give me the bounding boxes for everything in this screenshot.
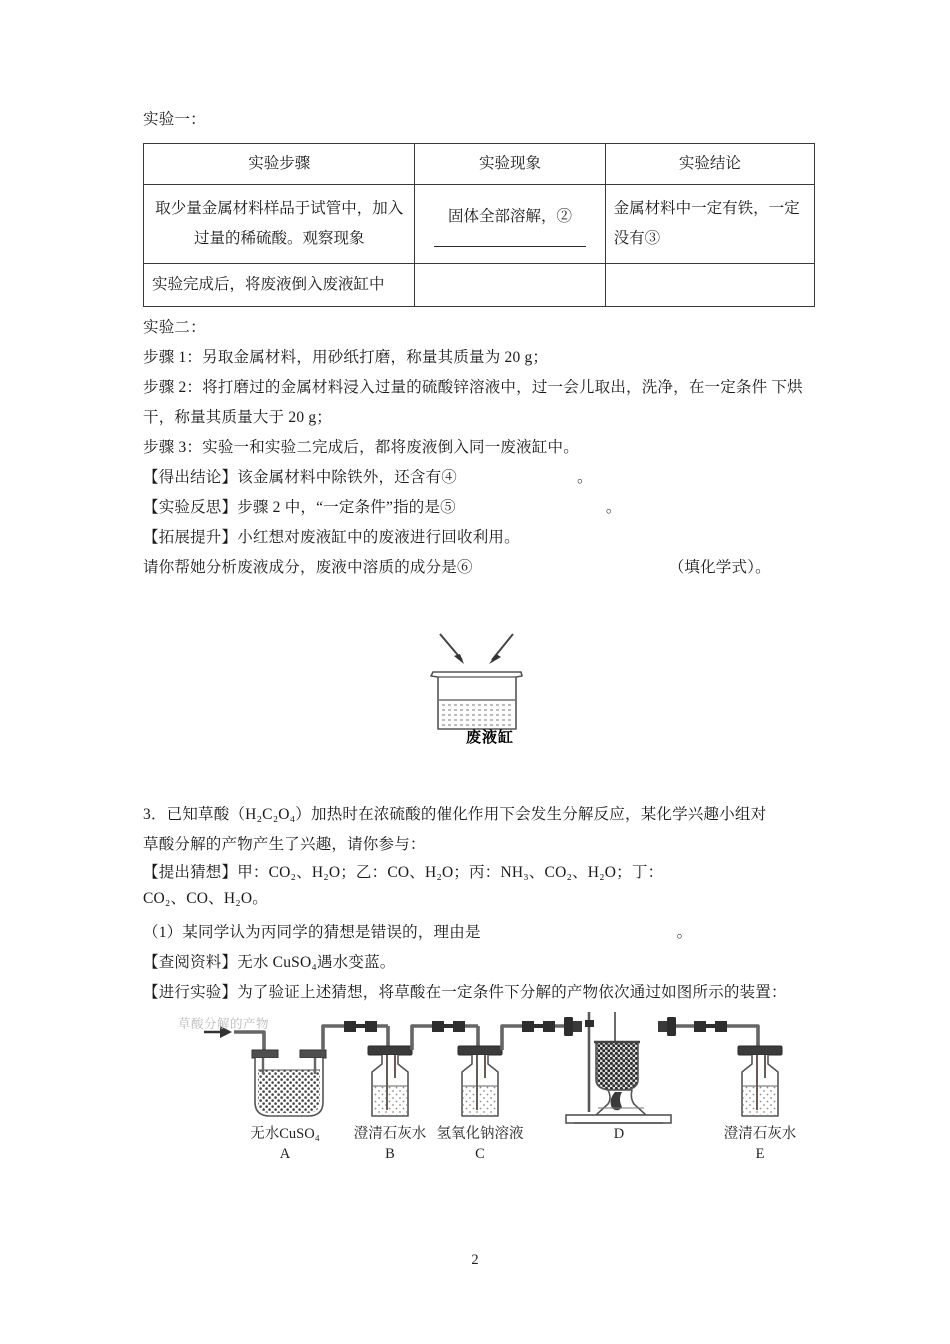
table-cell-step-2: 实验完成后，将废液倒入废液缸中 xyxy=(144,264,415,307)
apparatus-b-name: 澄清石灰水 xyxy=(353,1126,427,1142)
table-cell-conclusion-1: 金属材料中一定有铁，一定没有③ xyxy=(605,185,814,264)
table-header-step: 实验步骤 xyxy=(144,144,415,185)
apparatus-label-c xyxy=(424,1124,536,1164)
extension-label: 【拓展提升】 xyxy=(143,529,238,546)
document-body xyxy=(143,105,815,583)
apparatus-figure xyxy=(160,1012,820,1182)
reflection-text: 步骤 2 中，“一定条件”指的是⑤ xyxy=(237,499,456,516)
reflection-label: 【实验反思】 xyxy=(143,499,238,516)
analysis-end: （填化学式）。 xyxy=(668,559,771,576)
apparatus-a-name: 无水CuSO₄ xyxy=(250,1126,320,1142)
experiment-two-step-3: 步骤 3：实验一和实验二完成后，都将废液倒入同一废液缸中。 xyxy=(143,439,579,456)
stopper-d-left xyxy=(564,1017,582,1036)
conclusion-text: 该金属材料中除铁外，还含有④ xyxy=(237,469,458,486)
apparatus-label-a xyxy=(230,1124,340,1164)
waste-beaker-figure xyxy=(400,628,580,773)
procedure-line xyxy=(143,978,815,1008)
rubber-connector-4 xyxy=(694,1021,727,1032)
apparatus-e-name: 澄清石灰水 xyxy=(723,1126,797,1142)
table-cell-step-1: 取少量金属材料样品于试管中，加入过量的稀硫酸。观察现象 xyxy=(144,185,415,264)
guess-text-1: 甲：CO₂、H₂O；乙：CO、H₂O；丙：NH₃、CO₂、H₂O；丁： xyxy=(237,864,664,881)
reference-text: 无水 CuSO₄遇水变蓝。 xyxy=(237,954,396,971)
page-number: 2 xyxy=(471,1252,479,1268)
experiment-two-step-2: 步骤 2：将打磨过的金属材料浸入过量的硫酸锌溶液中，过一会儿取出，洗净，在一定条件 下烘干，称量其质量大于 20 g； xyxy=(143,379,803,426)
apparatus-c-letter: C xyxy=(475,1146,485,1162)
sub-question-1-line xyxy=(143,918,815,948)
reference-line xyxy=(143,948,815,978)
arrow-into-beaker-left xyxy=(440,634,464,664)
table-header-phenomenon: 实验现象 xyxy=(415,144,605,185)
rubber-connector-3 xyxy=(522,1021,555,1032)
waste-beaker-svg xyxy=(400,628,580,773)
apparatus-label-e xyxy=(712,1124,808,1164)
answer-blank-2[interactable] xyxy=(434,236,586,247)
apparatus-ghost-label: 草酸分解的产物 xyxy=(178,1017,270,1031)
table-row xyxy=(144,185,815,264)
question-3-number: 3． xyxy=(143,806,167,823)
question-3-stem-line-1 xyxy=(143,800,815,830)
table-header-conclusion: 实验结论 xyxy=(605,144,814,185)
apparatus-e-bottle xyxy=(738,1046,782,1116)
apparatus-label-d xyxy=(564,1124,674,1144)
procedure-text: 为了验证上述猜想，将草酸在一定条件下分解的产物依次通过如图所示的装置： xyxy=(237,984,787,1001)
question-3-stem-1: 已知草酸（H₂C₂O₄）加热时在浓硫酸的催化作用下会发生分解反应，某化学兴趣小组对 xyxy=(166,806,767,823)
experiment-two-heading: 实验二： xyxy=(143,319,206,336)
apparatus-a-u-tube xyxy=(252,1050,326,1116)
apparatus-b-bottle xyxy=(368,1046,412,1116)
conclusion-line xyxy=(143,463,815,493)
question-3-stem-line-2: 草酸分解的产物产生了兴趣，请你参与： xyxy=(143,836,426,853)
apparatus-a-letter: A xyxy=(279,1146,291,1162)
experiment-two-step-1: 步骤 1：另取金属材料，用砂纸打磨，称量其质量为 20 g； xyxy=(143,349,549,366)
apparatus-c-name: 氢氧化钠溶液 xyxy=(436,1126,524,1142)
reflection-line xyxy=(143,493,815,523)
beaker-liquid xyxy=(439,700,515,728)
sub-question-1-text: （1）某同学认为丙同学的猜想是错误的，理由是 xyxy=(143,924,481,941)
apparatus-c-bottle xyxy=(458,1046,502,1116)
table-cell-phenomenon-1 xyxy=(415,185,605,264)
experiment-one-heading: 实验一： xyxy=(143,111,206,128)
phenomenon-text: 固体全部溶解，② xyxy=(448,207,573,225)
table-cell-conclusion-2 xyxy=(605,264,814,307)
rubber-connector-1 xyxy=(344,1021,377,1032)
beaker-caption: 废液缸 xyxy=(465,729,514,746)
guess-line-2: CO₂、CO、H₂O。 xyxy=(143,890,268,907)
rubber-connector-2 xyxy=(432,1021,465,1032)
apparatus-d-letter: D xyxy=(613,1126,625,1142)
experiment-one-table xyxy=(143,143,815,307)
procedure-label: 【进行实验】 xyxy=(143,984,238,1001)
analysis-line xyxy=(143,553,815,583)
reflection-period: 。 xyxy=(605,499,622,516)
reference-label: 【查阅资料】 xyxy=(143,954,238,971)
extension-text: 小红想对废液缸中的废液进行回收利用。 xyxy=(237,529,520,546)
sub-question-1-period: 。 xyxy=(676,924,693,941)
analysis-text: 请你帮她分析废液成分，废液中溶质的成分是⑥ xyxy=(143,559,473,576)
guess-line-1 xyxy=(143,860,815,886)
apparatus-e-letter: E xyxy=(755,1146,765,1162)
table-row xyxy=(144,264,815,307)
apparatus-labels xyxy=(160,1124,820,1174)
table-header-row xyxy=(144,144,815,185)
apparatus-b-letter: B xyxy=(385,1146,395,1162)
conclusion-period: 。 xyxy=(577,469,593,486)
extension-line xyxy=(143,523,815,553)
question-3-body xyxy=(143,800,815,1008)
guess-label: 【提出猜想】 xyxy=(143,864,238,881)
arrow-into-beaker-right xyxy=(489,634,513,664)
conclusion-label: 【得出结论】 xyxy=(143,469,238,486)
stopper-d-right xyxy=(658,1017,676,1036)
table-cell-phenomenon-2 xyxy=(415,264,605,307)
